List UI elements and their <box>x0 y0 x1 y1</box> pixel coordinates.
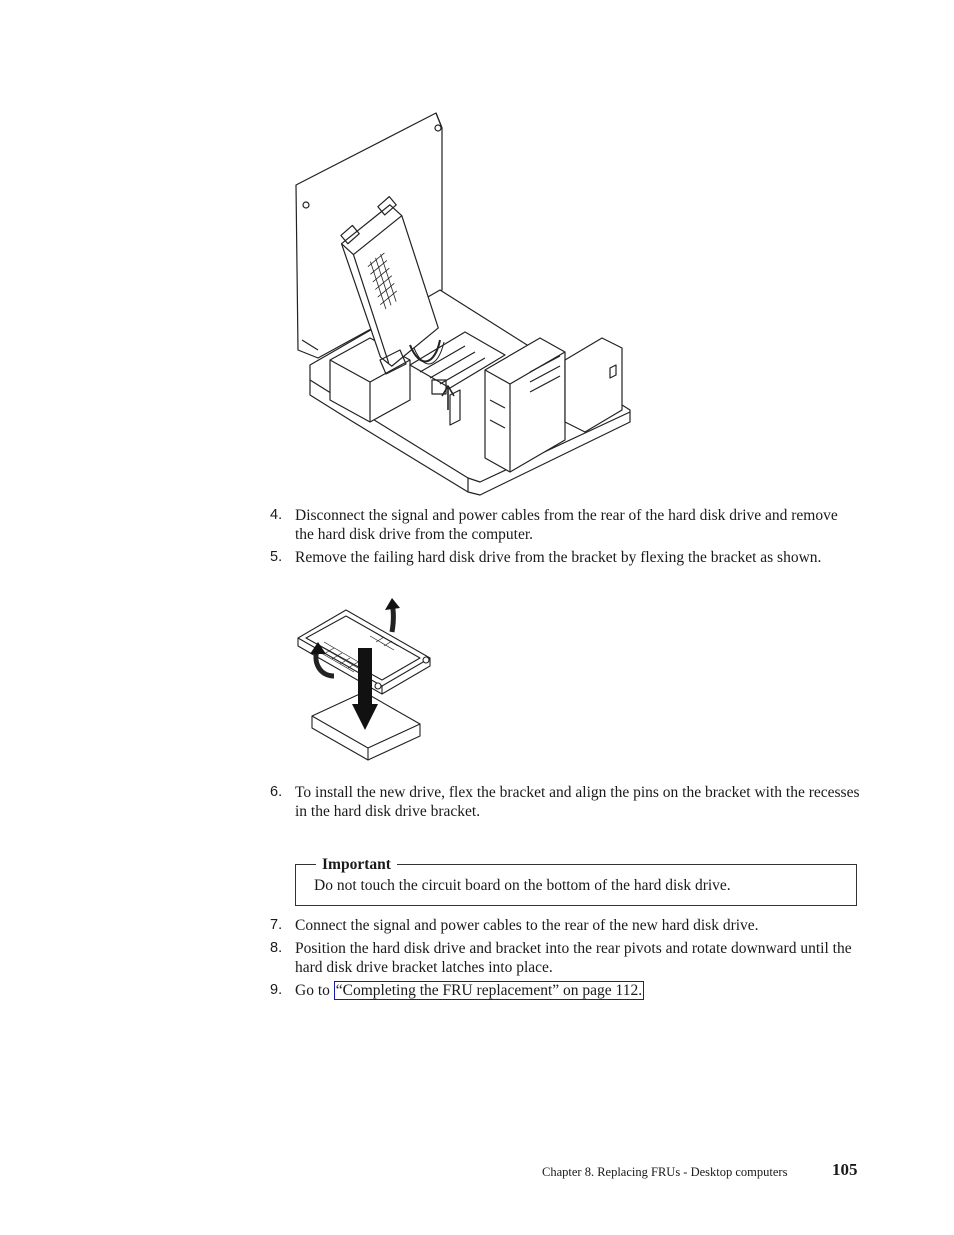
important-title: Important <box>316 856 397 873</box>
step-number: 8. <box>270 940 283 956</box>
step-5 <box>270 548 860 567</box>
step-text: Connect the signal and power cables to the rear of the new hard disk drive. <box>295 917 759 934</box>
step-number: 6. <box>270 784 283 800</box>
step-text: Disconnect the signal and power cables from the rear of the hard disk drive and remove the hard disk drive from the computer. <box>295 507 838 543</box>
step-number: 7. <box>270 917 283 933</box>
footer-chapter-title: Chapter 8. Replacing FRUs - Desktop computers <box>542 1165 788 1179</box>
important-text: Do not touch the circuit board on the bottom of the hard disk drive. <box>314 877 731 894</box>
step-text: Remove the failing hard disk drive from the bracket by flexing the bracket as shown. <box>295 549 822 566</box>
important-notice <box>295 856 857 906</box>
step-6 <box>270 783 860 821</box>
step-text: Position the hard disk drive and bracket into the rear pivots and rotate downward until the hard disk drive bracket latches into place. <box>295 940 852 976</box>
step-8 <box>270 939 860 977</box>
page-number: 105 <box>832 1160 858 1179</box>
step-text: To install the new drive, flex the bracket and align the pins on the bracket with the recesses in the hard disk drive bracket. <box>295 784 860 820</box>
step-text-prefix: Go to <box>295 982 334 999</box>
computer-internal-figure <box>290 110 640 500</box>
step-7 <box>270 916 860 935</box>
step-text <box>295 981 860 1000</box>
step-number: 9. <box>270 982 283 998</box>
bracket-flex-figure <box>294 596 434 774</box>
step-number: 5. <box>270 549 283 565</box>
step-4 <box>270 506 860 544</box>
step-9 <box>270 981 860 1000</box>
completing-fru-replacement-link[interactable]: “Completing the FRU replacement” on page 112. <box>335 982 643 999</box>
step-number: 4. <box>270 507 283 523</box>
